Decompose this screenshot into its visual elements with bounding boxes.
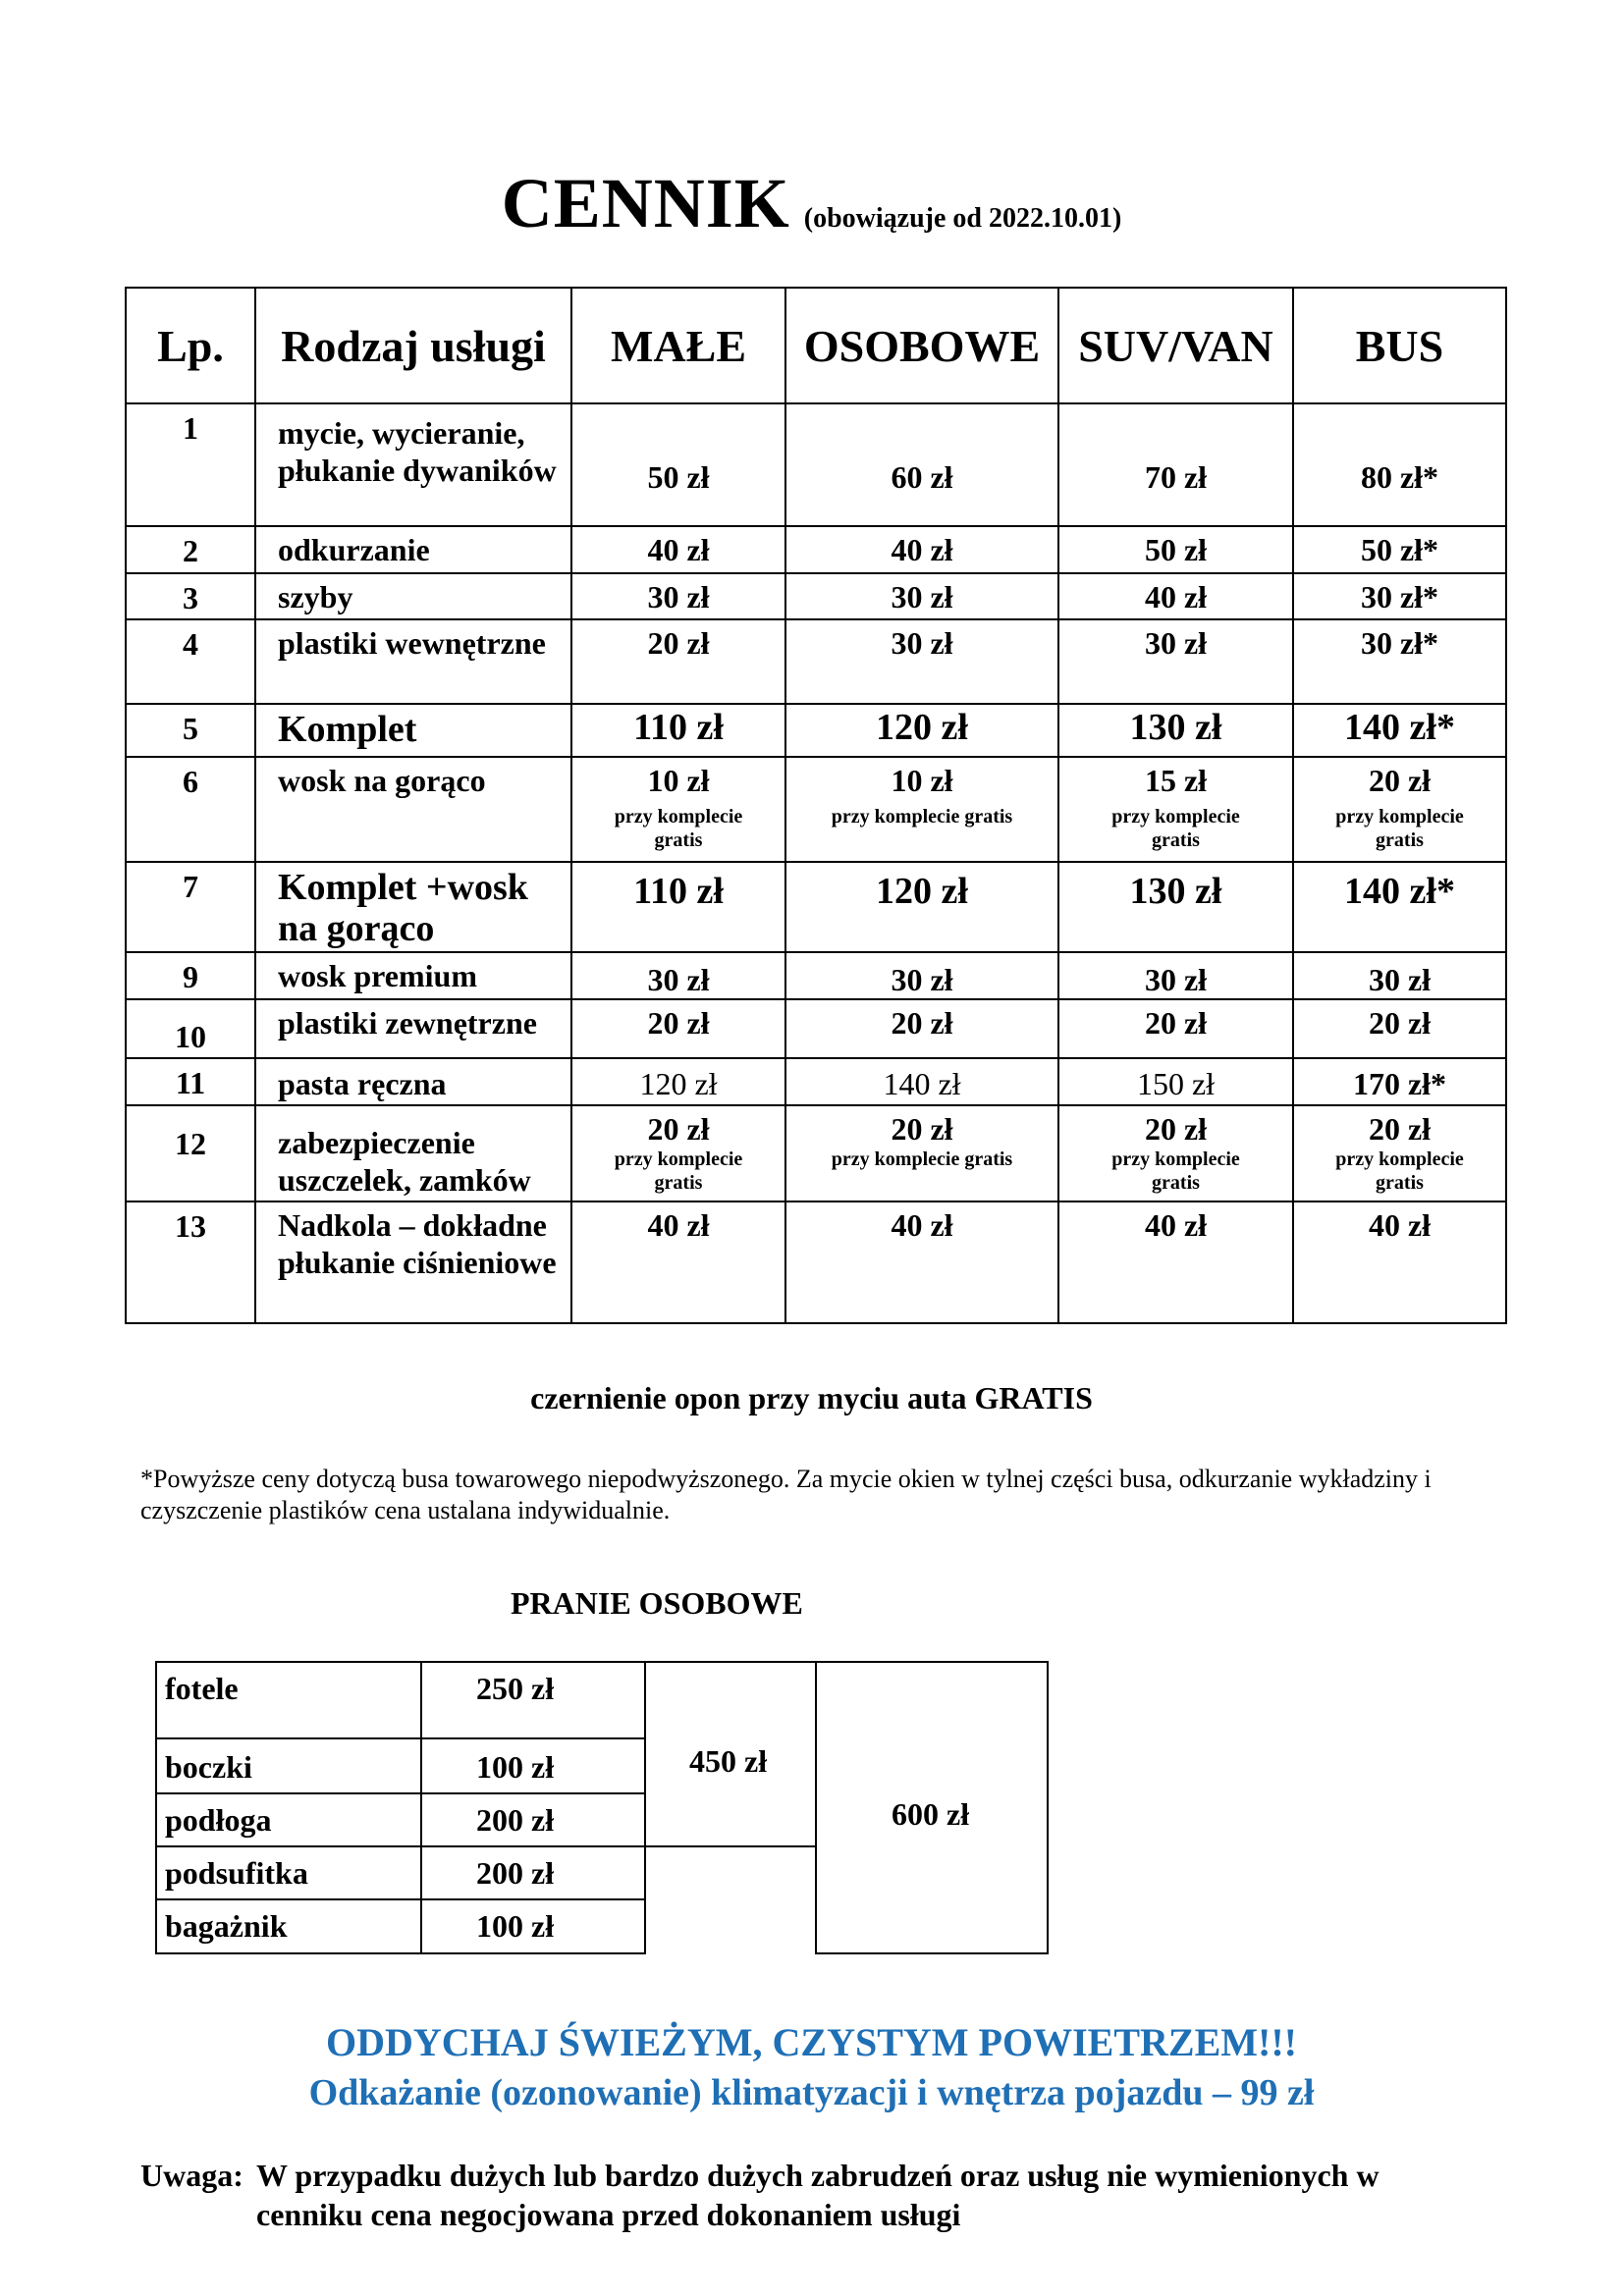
price-bus (1293, 1105, 1506, 1201)
row-lp: 4 (126, 619, 255, 704)
pranie-item-name (155, 1737, 422, 1794)
price-value: 15 zł (1144, 763, 1208, 798)
table-row (126, 952, 1506, 999)
price-bus: 140 zł* (1293, 704, 1506, 757)
price-note: przy komplecie gratis (831, 1148, 1013, 1170)
price-male (571, 1105, 785, 1201)
price-suv-van: 130 zł (1058, 704, 1293, 757)
row-lp: 5 (126, 704, 255, 757)
price-bus: 170 zł* (1293, 1058, 1506, 1105)
table-row (126, 403, 1506, 526)
pranie-price-label: 250 zł (476, 1671, 555, 1706)
row-lp: 7 (126, 862, 255, 952)
price-bus: 20 zł (1293, 999, 1506, 1058)
price-osobowe: 30 zł (785, 952, 1058, 999)
price-value: 20 zł (1368, 1111, 1432, 1147)
pranie-set-price-2-label: 600 zł (892, 1796, 970, 1832)
price-male: 30 zł (571, 573, 785, 619)
header-bus: BUS (1293, 288, 1506, 403)
title-validity: (obowiązuje od 2022.10.01) (803, 203, 1122, 234)
price-osobowe: 40 zł (785, 1201, 1058, 1323)
header-osobowe: OSOBOWE (785, 288, 1058, 403)
price-osobowe: 120 zł (785, 862, 1058, 952)
row-service: szyby (255, 573, 571, 619)
tires-note: czernienie opon przy myciu auta GRATIS (530, 1380, 1093, 1415)
row-service: wosk premium (255, 952, 571, 999)
price-osobowe: 60 zł (785, 403, 1058, 526)
price-bus: 30 zł (1293, 952, 1506, 999)
price-osobowe: 20 zł (785, 999, 1058, 1058)
price-suv-van (1058, 1105, 1293, 1201)
price-male: 20 zł (571, 619, 785, 704)
bus-footnote: *Powyższe ceny dotyczą busa towarowego niepodwyższonego. Za mycie okien w tylnej części busa, odkurzanie wykładziny i czyszczenie plastików cena ustalana indywidualnie. (140, 1465, 1432, 1524)
price-osobowe: 30 zł (785, 619, 1058, 704)
header-male: MAŁE (571, 288, 785, 403)
row-service: mycie, wycieranie, płukanie dywaników (255, 403, 571, 526)
table-row (126, 1201, 1506, 1323)
price-value: 20 zł (1144, 1111, 1208, 1147)
header-lp: Lp. (126, 288, 255, 403)
table-row (126, 526, 1506, 573)
price-bus (1293, 757, 1506, 862)
row-service: wosk na gorąco (255, 757, 571, 862)
row-lp: 12 (126, 1105, 255, 1201)
pranie-item-name (155, 1792, 422, 1847)
price-note: przy komplecie gratis (614, 1148, 743, 1194)
price-bus: 50 zł* (1293, 526, 1506, 573)
price-note: przy komplecie gratis (1335, 806, 1464, 851)
pranie-title: PRANIE OSOBOWE (511, 1585, 803, 1621)
uwaga-text: W przypadku dużych lub bardzo dużych zabrudzeń oraz usług nie wymienionych w cenniku cena negocjowana przed dokonaniem usługi (256, 2158, 1380, 2232)
price-osobowe: 140 zł (785, 1058, 1058, 1105)
price-suv-van: 20 zł (1058, 999, 1293, 1058)
row-service: odkurzanie (255, 526, 571, 573)
row-service: Komplet (255, 704, 571, 757)
row-lp: 9 (126, 952, 255, 999)
uwaga-label: Uwaga: (140, 2158, 243, 2193)
pranie-item-name (155, 1661, 422, 1739)
row-service: Komplet +wosk na gorąco (255, 862, 571, 952)
row-service: plastiki zewnętrzne (255, 999, 571, 1058)
price-male: 120 zł (571, 1058, 785, 1105)
price-male: 40 zł (571, 1201, 785, 1323)
row-lp: 13 (126, 1201, 255, 1323)
price-note: przy komplecie gratis (614, 806, 743, 851)
price-suv-van: 30 zł (1058, 619, 1293, 704)
pranie-item-price (420, 1845, 646, 1900)
row-lp: 2 (126, 526, 255, 573)
price-osobowe (785, 1105, 1058, 1201)
pranie-item-name (155, 1845, 422, 1900)
pranie-item-label: fotele (165, 1671, 239, 1706)
price-suv-van: 40 zł (1058, 1201, 1293, 1323)
pranie-item-label: bagażnik (165, 1908, 288, 1944)
ozon-offer: Odkażanie (ozonowanie) klimatyzacji i wnętrza pojazdu – 99 zł (308, 2072, 1315, 2113)
pranie-item-label: podłoga (165, 1802, 272, 1838)
price-suv-van: 130 zł (1058, 862, 1293, 952)
price-suv-van: 70 zł (1058, 403, 1293, 526)
price-osobowe: 40 zł (785, 526, 1058, 573)
price-value: 20 zł (1368, 763, 1432, 798)
table-row (126, 573, 1506, 619)
header-suv-van: SUV/VAN (1058, 288, 1293, 403)
pranie-set-price-1 (644, 1661, 817, 1847)
price-male (571, 757, 785, 862)
price-bus: 140 zł* (1293, 862, 1506, 952)
row-lp: 10 (126, 999, 255, 1058)
table-row (126, 862, 1506, 952)
price-note: przy komplecie gratis (1335, 1148, 1464, 1194)
row-lp: 3 (126, 573, 255, 619)
price-bus: 40 zł (1293, 1201, 1506, 1323)
table-row (126, 999, 1506, 1058)
price-note: przy komplecie gratis (831, 806, 1013, 828)
price-note: przy komplecie gratis (1111, 806, 1240, 851)
table-row (126, 1058, 1506, 1105)
header-service: Rodzaj usługi (255, 288, 571, 403)
table-row (126, 704, 1506, 757)
row-lp: 6 (126, 757, 255, 862)
price-male: 50 zł (571, 403, 785, 526)
table-header-row (126, 288, 1506, 403)
row-service: zabezpieczenie uszczelek, zamków (255, 1105, 571, 1201)
price-table (125, 287, 1507, 1324)
price-value: 10 zł (891, 763, 953, 798)
table-row (126, 619, 1506, 704)
row-service: Nadkola – dokładne płukanie ciśnieniowe (255, 1201, 571, 1323)
price-osobowe: 30 zł (785, 573, 1058, 619)
price-osobowe (785, 757, 1058, 862)
price-bus: 30 zł* (1293, 573, 1506, 619)
pranie-item-price (420, 1792, 646, 1847)
price-male: 40 zł (571, 526, 785, 573)
pranie-item-price (420, 1737, 646, 1794)
price-suv-van (1058, 757, 1293, 862)
row-service: plastiki wewnętrzne (255, 619, 571, 704)
pranie-price-label: 100 zł (476, 1749, 555, 1785)
pranie-item-price (420, 1898, 646, 1954)
row-lp: 1 (126, 403, 255, 526)
ozon-headline: ODDYCHAJ ŚWIEŻYM, CZYSTYM POWIETRZEM!!! (326, 2020, 1297, 2064)
price-male: 30 zł (571, 952, 785, 999)
pranie-price-label: 100 zł (476, 1908, 555, 1944)
price-bus: 30 zł* (1293, 619, 1506, 704)
price-osobowe: 120 zł (785, 704, 1058, 757)
price-male: 110 zł (571, 704, 785, 757)
pranie-item-label: boczki (165, 1749, 252, 1785)
price-note: przy komplecie gratis (1111, 1148, 1240, 1194)
pranie-item-price (420, 1661, 646, 1739)
pranie-set-price-1-label: 450 zł (689, 1743, 768, 1779)
row-service: pasta ręczna (255, 1058, 571, 1105)
page-title (0, 163, 1623, 244)
pranie-item-name (155, 1898, 422, 1954)
price-suv-van: 50 zł (1058, 526, 1293, 573)
pranie-set-price-2 (815, 1661, 1049, 1954)
price-suv-van: 150 zł (1058, 1058, 1293, 1105)
price-bus: 80 zł* (1293, 403, 1506, 526)
price-suv-van: 30 zł (1058, 952, 1293, 999)
price-suv-van: 40 zł (1058, 573, 1293, 619)
pranie-price-label: 200 zł (476, 1855, 555, 1891)
table-row (126, 757, 1506, 862)
price-male: 110 zł (571, 862, 785, 952)
price-male: 20 zł (571, 999, 785, 1058)
pranie-price-label: 200 zł (476, 1802, 555, 1838)
pranie-item-label: podsufitka (165, 1855, 308, 1891)
table-row (126, 1105, 1506, 1201)
price-value: 10 zł (647, 763, 710, 798)
row-lp: 11 (126, 1058, 255, 1105)
price-value: 20 zł (647, 1111, 710, 1147)
title-main: CENNIK (501, 164, 790, 242)
price-value: 20 zł (891, 1111, 953, 1147)
